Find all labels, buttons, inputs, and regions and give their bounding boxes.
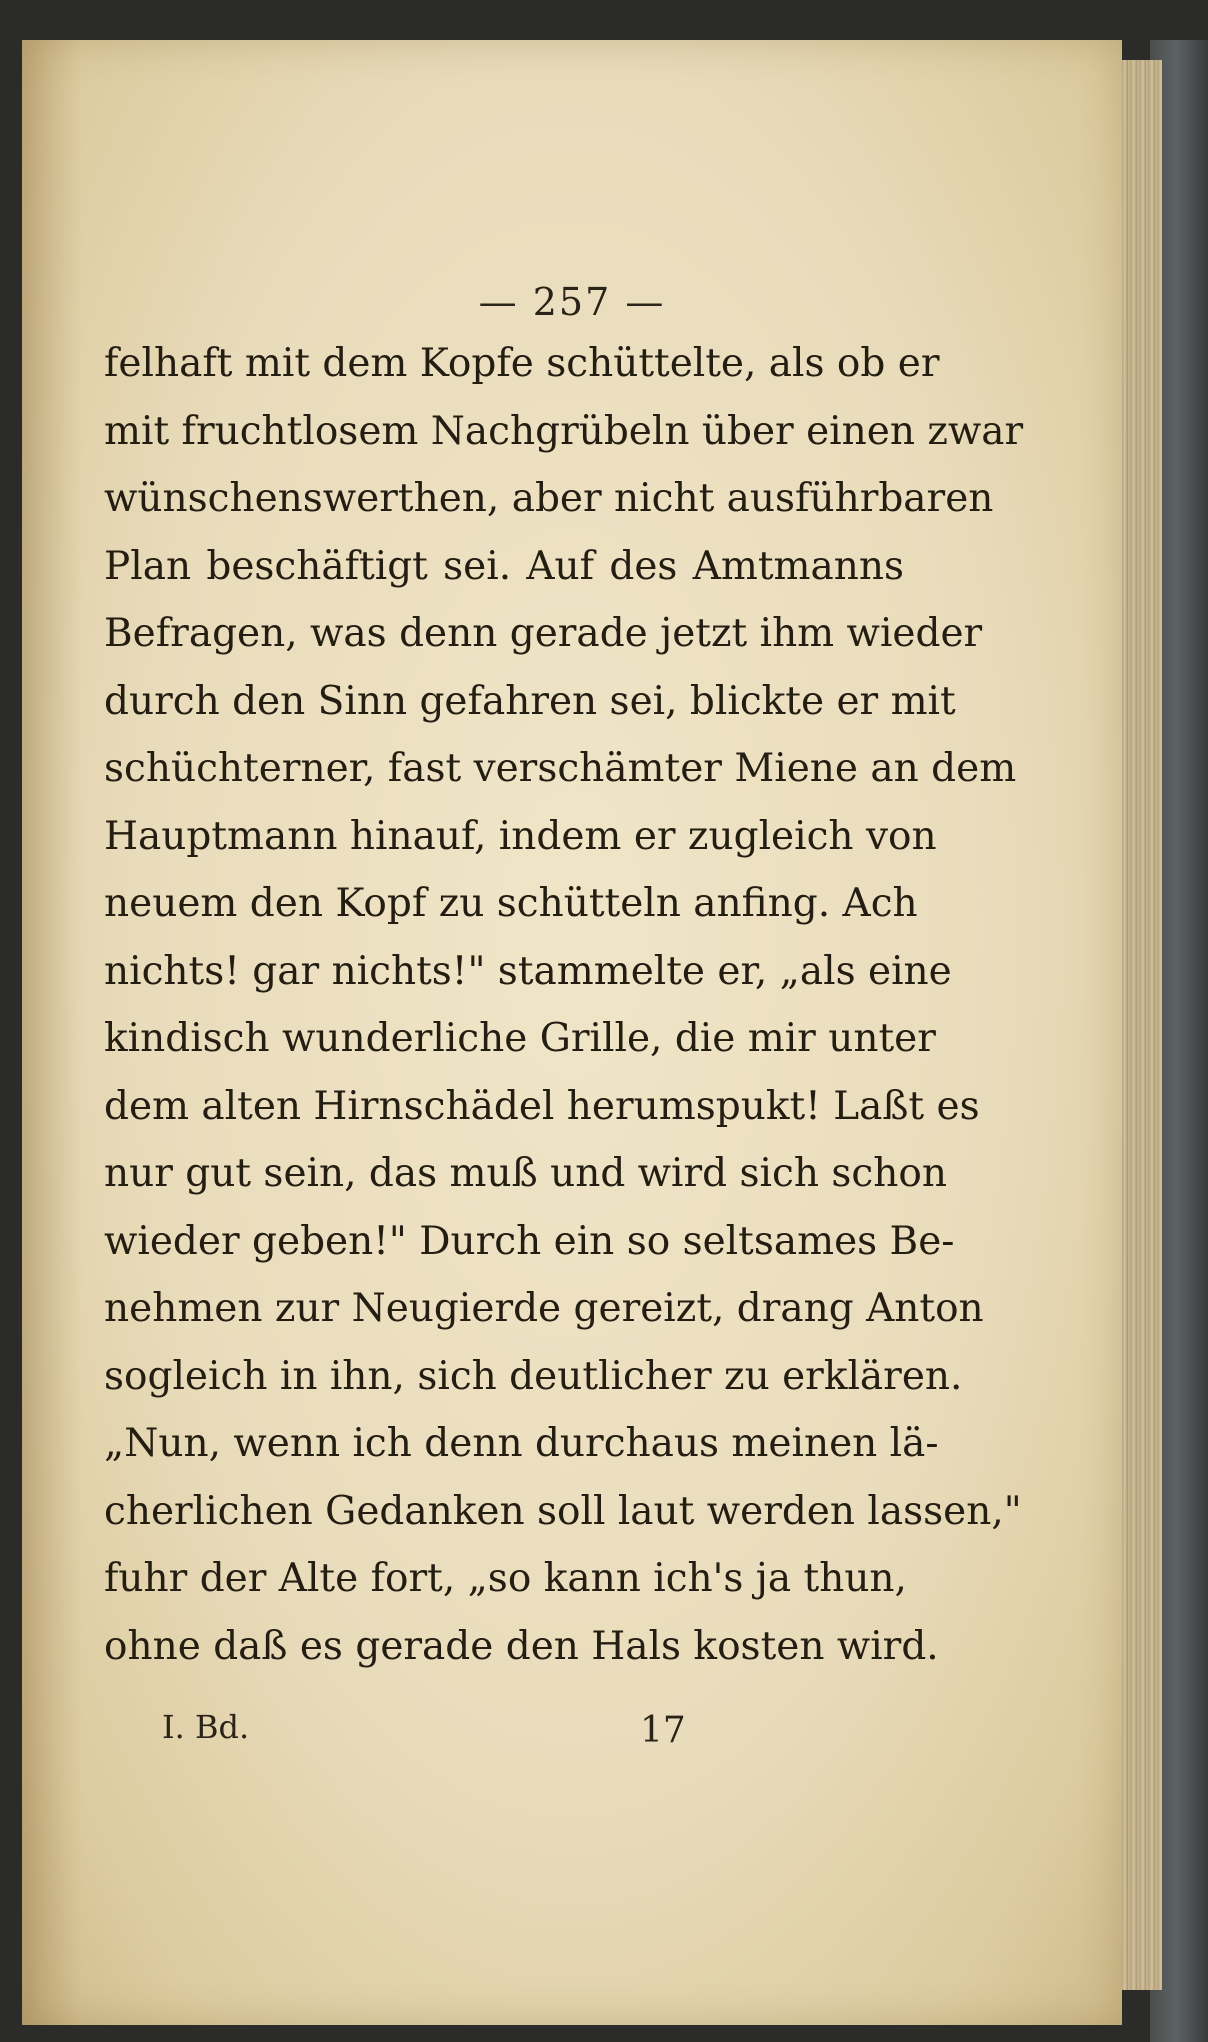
body-text [104,330,1024,1680]
text-line: sogleich in ihn, sich deutlicher zu erklären. [104,1353,963,1399]
text-line: kindisch wunderliche Grille, die mir unter [104,1016,936,1061]
text-line: Plan beschäftigt sei. Auf des Amtmanns [104,543,904,589]
text-line: Hauptmann hinauf, indem er zugleich von [104,813,937,859]
text-line: neuem den Kopf zu schütteln anfing. Ach [104,881,918,926]
book-page [22,40,1122,2025]
volume-signature: I. Bd. [162,1708,250,1746]
text-line: Befragen, was denn gerade jetzt ihm wieder [104,611,983,656]
text-line: nehmen zur Neugierde gereizt, drang Anton [104,1286,984,1331]
text-line: wieder geben!" Durch ein so seltsames Be- [104,1218,955,1264]
text-line: mit fruchtlosem Nachgrübeln über einen zwar [104,408,1024,454]
text-line: ohne daß es gerade den Hals kosten wird. [104,1623,939,1669]
text-line: dem alten Hirnschädel herumspukt! Laßt es [104,1083,980,1129]
text-line: nur gut sein, das muß und wird sich schon [104,1151,947,1196]
text-line: fuhr der Alte fort, „so kann ich's ja thun, [104,1556,907,1601]
text-line: cherlichen Gedanken soll laut werden lassen," [104,1488,1022,1534]
text-line: nichts! gar nichts!" stammelte er, „als eine [104,948,952,994]
text-line: felhaft mit dem Kopfe schüttelte, als ob er [104,341,940,386]
text-line: „Nun, wenn ich denn durchaus meinen lä- [104,1421,939,1466]
text-line: wünschenswerthen, aber nicht ausführbaren [104,476,994,521]
signature-number: 17 [640,1710,686,1751]
page-number-header: — 257 — [478,280,666,324]
text-line: schüchterner, fast verschämter Miene an dem [104,746,1017,791]
text-line: durch den Sinn gefahren sei, blickte er mit [104,678,956,724]
